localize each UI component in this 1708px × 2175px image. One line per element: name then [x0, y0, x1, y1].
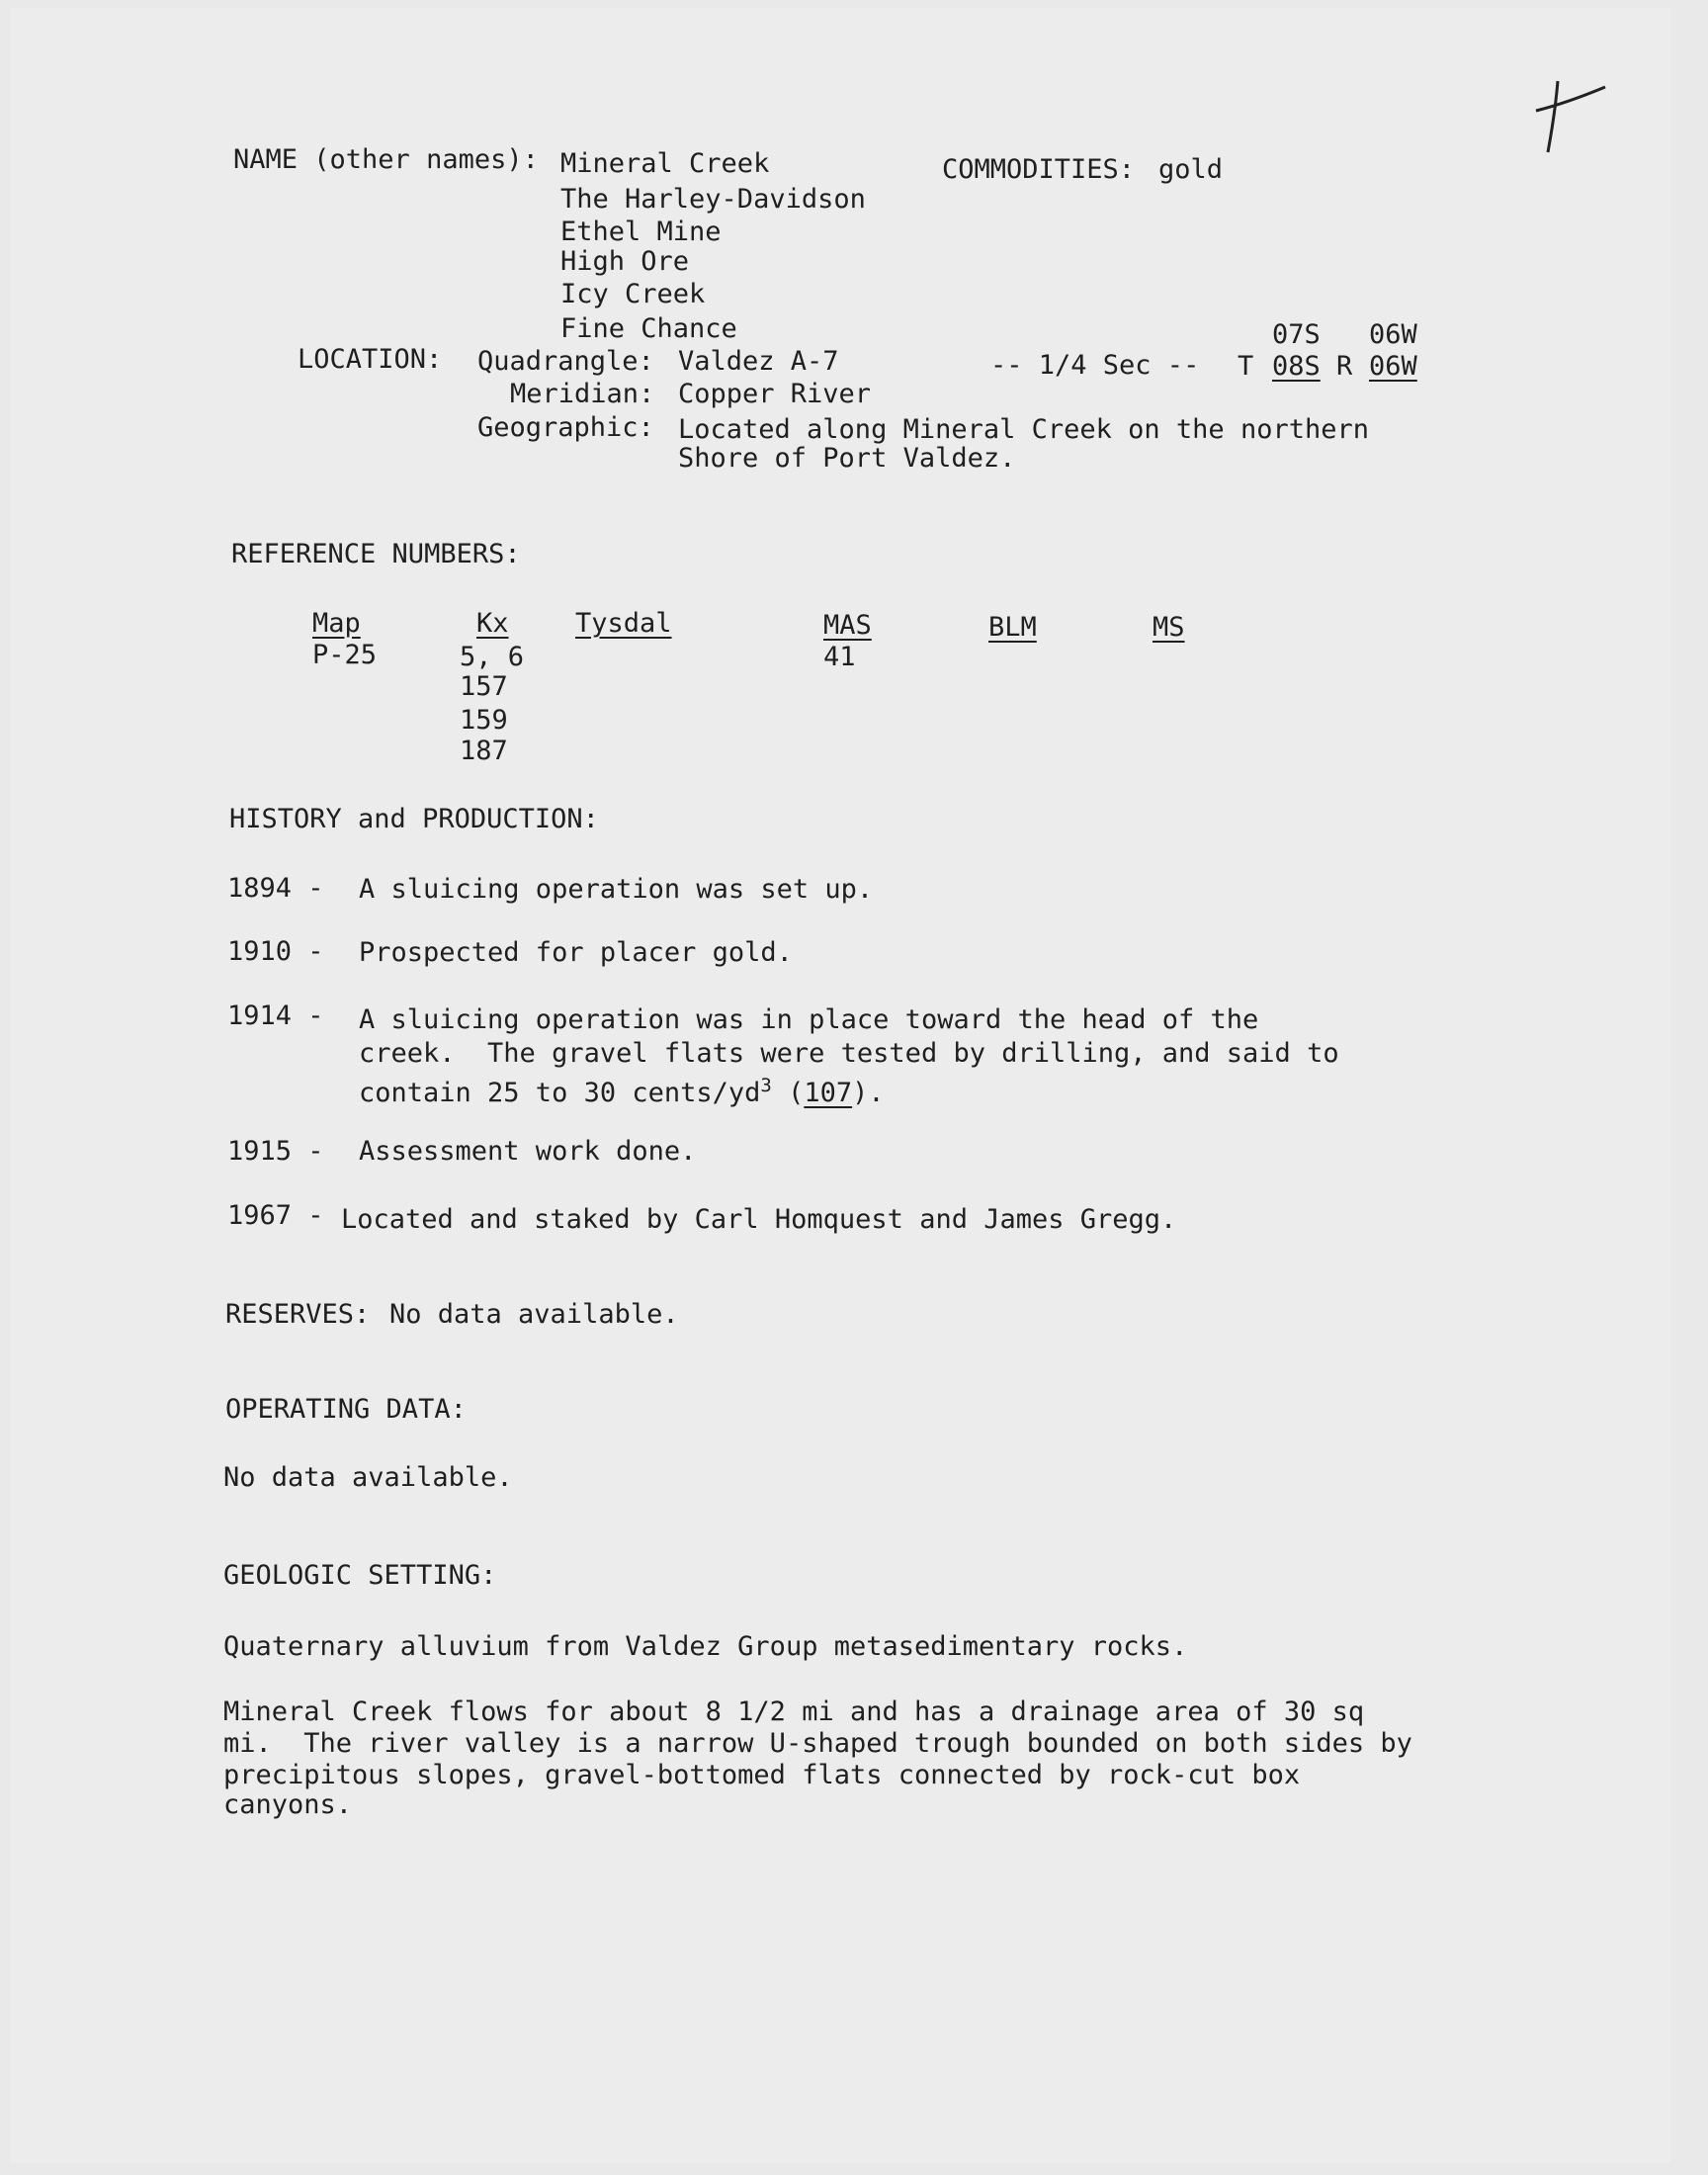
geographic-value: Located along Mineral Creek on the northern [678, 414, 1369, 445]
history-year: 1914 - [227, 1000, 324, 1031]
range-lower: 06W [1369, 351, 1417, 382]
section-text: -- 1/4 Sec -- [990, 350, 1200, 381]
operating-heading: OPERATING DATA: [225, 1394, 467, 1425]
kx-value: 187 [460, 736, 508, 766]
name-label: NAME (other names): [233, 144, 539, 175]
history-text: Assessment work done. [359, 1136, 697, 1167]
history-text: creek. The gravel flats were tested by drilling, and said to [359, 1038, 1339, 1069]
range-upper: 06W [1369, 319, 1417, 350]
reserves-label: RESERVES: [225, 1299, 371, 1330]
col-header-map: Map [312, 608, 361, 639]
township-lower: 08S [1272, 351, 1321, 382]
quadrangle-value: Valdez A-7 [678, 346, 839, 377]
citation-ref: 107 [804, 1078, 853, 1108]
history-text: Located and staked by Carl Homquest and James Gregg. [341, 1204, 1177, 1235]
geologic-text: Quaternary alluvium from Valdez Group metasedimentary rocks. [223, 1631, 1188, 1662]
quadrangle-label: Quadrangle: [477, 346, 654, 377]
map-value: P-25 [312, 640, 378, 670]
col-header-blm: BLM [988, 612, 1037, 643]
commodities-label: COMMODITIES: [942, 154, 1136, 185]
geologic-heading: GEOLOGIC SETTING: [223, 1560, 497, 1591]
kx-value: 159 [460, 705, 508, 736]
name-item: The Harley-Davidson [560, 184, 866, 215]
location-label: LOCATION: [298, 344, 443, 375]
range-label: R [1336, 351, 1353, 382]
history-text-with-citation: contain 25 to 30 cents/$yd^3$ (107). [359, 1075, 885, 1108]
superscript: 3 [760, 1075, 772, 1096]
kx-value: 157 [460, 671, 508, 702]
col-header-kx: Kx [476, 608, 509, 639]
history-year: 1967 - [227, 1200, 324, 1231]
geographic-label: Geographic: [477, 412, 654, 443]
meridian-label: Meridian: [510, 379, 655, 409]
geologic-text: Mineral Creek flows for about 8 1/2 mi and has a drainage area of 30 sq [223, 1696, 1365, 1727]
history-text: contain 25 to 30 cents/yd [359, 1078, 761, 1108]
geologic-text: canyons. [223, 1789, 353, 1820]
history-year: 1915 - [227, 1136, 324, 1167]
operating-text: No data available. [223, 1462, 513, 1493]
commodities-value: gold [1158, 154, 1224, 185]
col-header-ms: MS [1153, 612, 1185, 643]
kx-value: 5, 6 [460, 642, 525, 672]
history-text: A sluicing operation was in place toward the head of the [359, 1004, 1259, 1035]
name-item: Icy Creek [560, 279, 706, 309]
col-header-tysdal: Tysdal [575, 608, 672, 639]
geographic-value: Shore of Port Valdez. [678, 443, 1016, 474]
history-year: 1910 - [227, 936, 324, 967]
meridian-value: Copper River [678, 379, 872, 409]
history-text: Prospected for placer gold. [359, 937, 793, 968]
township-upper: 07S [1272, 319, 1321, 350]
col-header-mas: MAS [823, 610, 872, 641]
township-label: T [1238, 351, 1254, 382]
name-item: Mineral Creek [560, 148, 770, 179]
handwritten-mark [1530, 61, 1609, 160]
reference-heading: REFERENCE NUMBERS: [231, 539, 521, 569]
history-year: 1894 - [227, 873, 324, 904]
name-item: High Ore [560, 246, 690, 277]
history-text: A sluicing operation was set up. [359, 874, 874, 905]
history-heading: HISTORY and PRODUCTION: [229, 804, 599, 834]
geologic-text: precipitous slopes, gravel-bottomed flats connected by rock-cut box [223, 1760, 1301, 1790]
name-item: Ethel Mine [560, 217, 722, 247]
citation-tail: ). [852, 1078, 885, 1108]
name-item: Fine Chance [560, 313, 737, 344]
geologic-text: mi. The river valley is a narrow U-shaped trough bounded on both sides by [223, 1728, 1412, 1759]
mas-value: 41 [823, 642, 856, 672]
reserves-value: No data available. [389, 1299, 679, 1330]
